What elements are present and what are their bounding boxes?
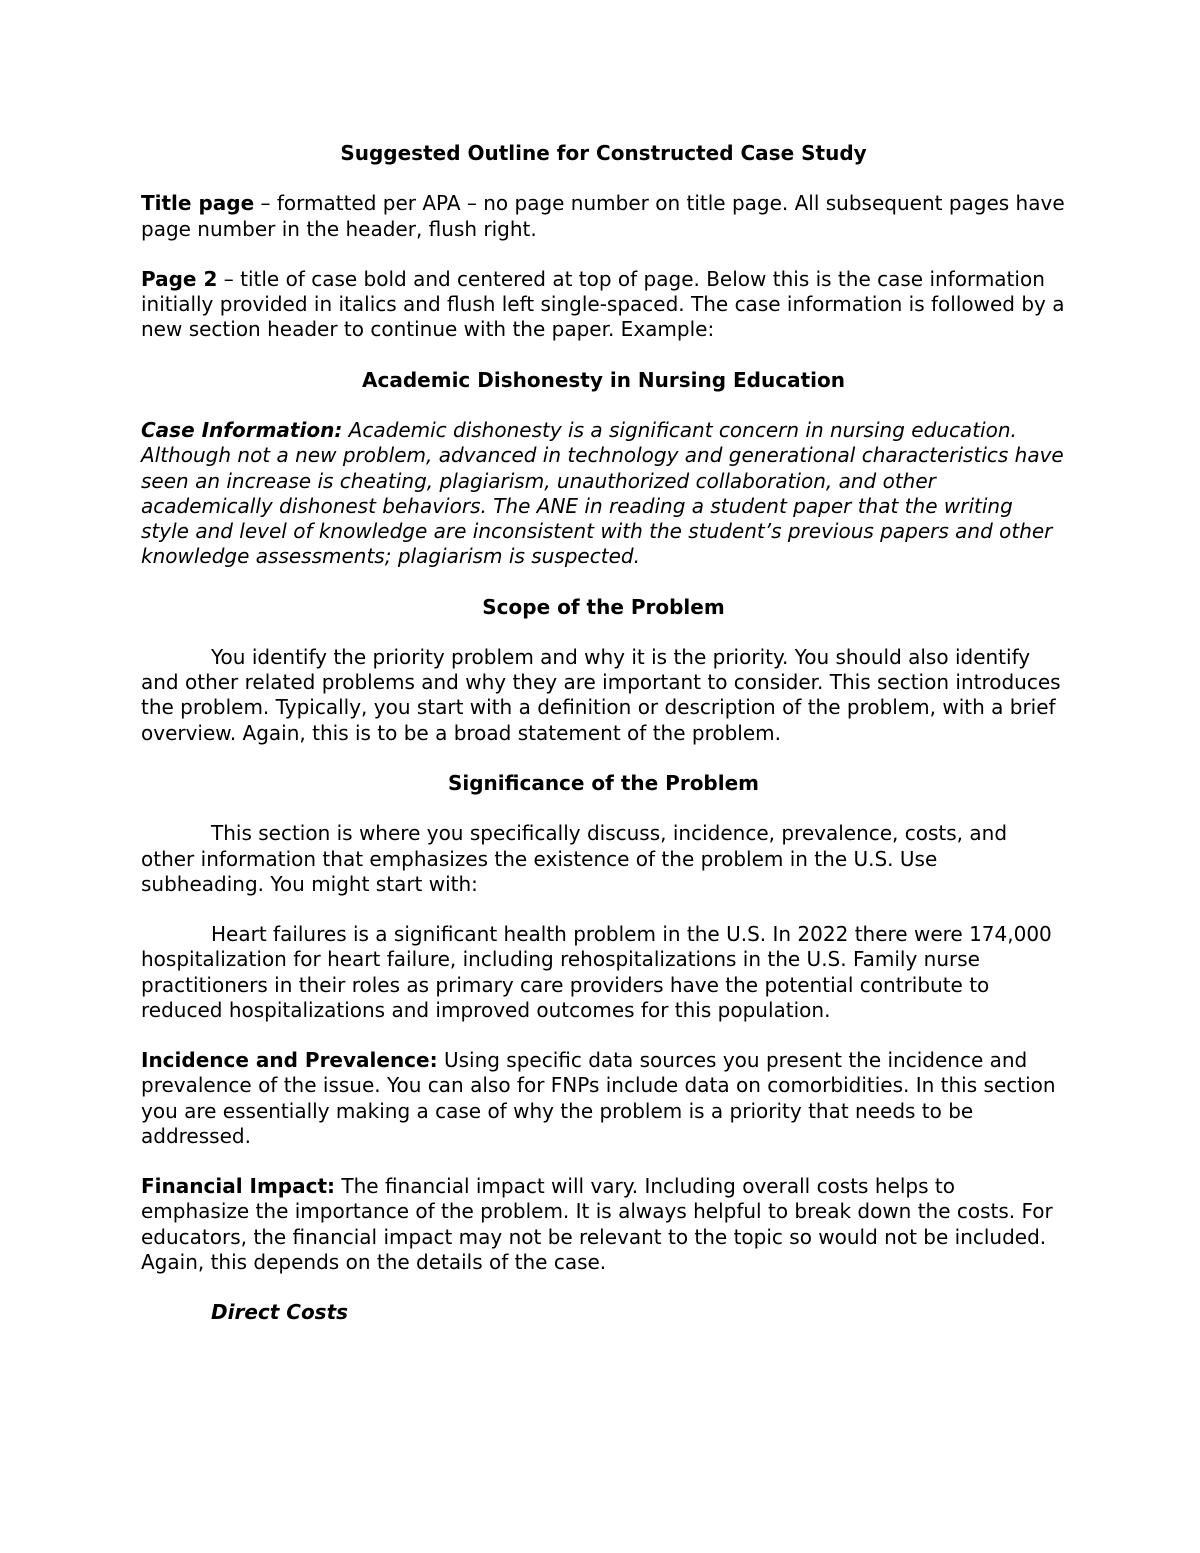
title-page-text: – formatted per APA – no page number on title page. All subsequent pages have page number in the header, flush right. bbox=[141, 191, 1065, 241]
direct-costs-heading: Direct Costs bbox=[211, 1300, 349, 1325]
financial-paragraph bbox=[141, 1174, 1066, 1275]
incidence-text: Using specific data sources you present the incidence and prevalence of the issue. You can also for FNPs include data on comorbidities. In this section you are essentially making a case of why the problem is a priority that needs to be addressed. bbox=[141, 1048, 1056, 1148]
title-page-paragraph bbox=[141, 191, 1066, 241]
scope-heading: Scope of the Problem bbox=[482, 594, 725, 619]
title-page-label: Title page bbox=[141, 191, 255, 216]
page2-label: Page 2 bbox=[141, 266, 218, 291]
scope-paragraph: You identify the priority problem and why it is the priority. You should also identify and other related problems and why they are important to consider. This section introduces the problem. Typically, you start with a definition or description of the problem, with a brief overview. Again, this is to be a broad statement of the problem. bbox=[141, 644, 1061, 745]
document-title: Suggested Outline for Constructed Case Study bbox=[340, 141, 867, 165]
case-information-text: Academic dishonesty is a significant concern in nursing education. Although not a new problem, advanced in technology and generational characteristics have seen an increase is cheating, plagiarism, unauthorized collaboration, and other academically dishonest behaviors. The ANE in reading a student paper that the writing style and level of knowledge are inconsistent with the student’s previous papers and other knowledge assessments; plagiarism is suspected. bbox=[141, 418, 1064, 569]
financial-text: The financial impact will vary. Including overall costs helps to emphasize the importance of the problem. It is always helpful to break down the costs. For educators, the financial impact may not be relevant to the topic so would not be included. Again, this depends on the details of the case. bbox=[141, 1174, 1053, 1274]
financial-label: Financial Impact: bbox=[141, 1174, 336, 1199]
significance-example-paragraph: Heart failures is a significant health problem in the U.S. In 2022 there were 174,000 hospitalization for heart failure, including rehospitalizations in the U.S. Family nurse practitioners in their roles as primary care providers have the potential contribute to reduced hospitalizations and improved outcomes for this population. bbox=[141, 922, 1052, 1022]
page2-paragraph bbox=[141, 267, 1066, 343]
case-information-label: Case Information: bbox=[141, 418, 343, 443]
document-body bbox=[141, 141, 1066, 1351]
significance-heading: Significance of the Problem bbox=[447, 770, 760, 795]
significance-paragraph: This section is where you specifically discuss, incidence, prevalence, costs, and other information that emphasizes the existence of the problem in the U.S. Use subheading. You might start with: bbox=[141, 821, 1008, 896]
case-information-paragraph bbox=[141, 418, 1066, 569]
page2-text: – title of case bold and centered at top of page. Below this is the case information initially provided in italics and flush left single-spaced. The case information is followed by a new section header to continue with the paper. Example: bbox=[141, 266, 1065, 342]
example-case-title: Academic Dishonesty in Nursing Education bbox=[362, 367, 845, 392]
incidence-paragraph bbox=[141, 1048, 1066, 1149]
incidence-label: Incidence and Prevalence: bbox=[141, 1048, 438, 1073]
